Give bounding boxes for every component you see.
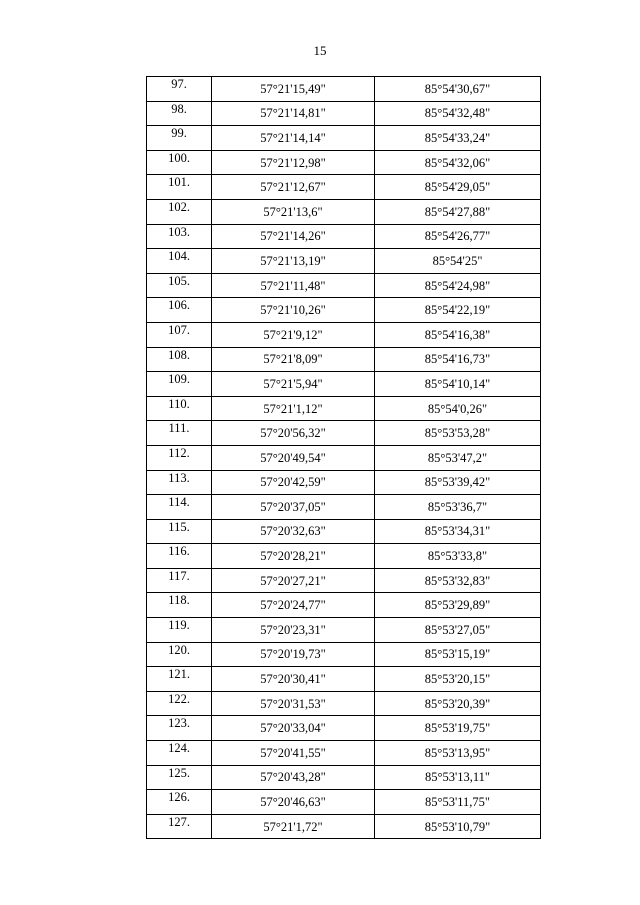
point-number-cell: 102.	[147, 199, 212, 224]
longitude-cell: 85°54'16,38"	[375, 322, 541, 347]
table-row	[147, 790, 541, 815]
longitude-cell: 85°53'13,95"	[375, 741, 541, 766]
point-number-cell: 99.	[147, 126, 212, 151]
point-number-cell: 108.	[147, 347, 212, 372]
point-number-cell: 101.	[147, 175, 212, 200]
latitude-cell: 57°21'14,26"	[212, 224, 375, 249]
longitude-cell: 85°53'27,05"	[375, 618, 541, 643]
longitude-cell: 85°54'22,19"	[375, 298, 541, 323]
latitude-cell: 57°21'14,14"	[212, 126, 375, 151]
latitude-cell: 57°20'24,77"	[212, 593, 375, 618]
latitude-cell: 57°20'27,21"	[212, 568, 375, 593]
point-number-cell: 104.	[147, 249, 212, 274]
longitude-cell: 85°53'20,39"	[375, 691, 541, 716]
latitude-cell: 57°20'30,41"	[212, 667, 375, 692]
point-number-cell: 125.	[147, 765, 212, 790]
table-row	[147, 249, 541, 274]
longitude-cell: 85°53'36,7"	[375, 495, 541, 520]
table-row	[147, 199, 541, 224]
point-number-cell: 115.	[147, 519, 212, 544]
longitude-cell: 85°54'32,06"	[375, 150, 541, 175]
point-number-cell: 113.	[147, 470, 212, 495]
point-number-cell: 110.	[147, 396, 212, 421]
table-row	[147, 618, 541, 643]
longitude-cell: 85°53'20,15"	[375, 667, 541, 692]
latitude-cell: 57°21'13,19"	[212, 249, 375, 274]
latitude-cell: 57°20'49,54"	[212, 445, 375, 470]
point-number-cell: 105.	[147, 273, 212, 298]
latitude-cell: 57°21'10,26"	[212, 298, 375, 323]
latitude-cell: 57°20'43,28"	[212, 765, 375, 790]
longitude-cell: 85°53'32,83"	[375, 568, 541, 593]
longitude-cell: 85°53'15,19"	[375, 642, 541, 667]
point-number-cell: 112.	[147, 445, 212, 470]
longitude-cell: 85°54'10,14"	[375, 372, 541, 397]
latitude-cell: 57°20'33,04"	[212, 716, 375, 741]
point-number-cell: 121.	[147, 667, 212, 692]
table-row	[147, 224, 541, 249]
table-row	[147, 322, 541, 347]
latitude-cell: 57°20'56,32"	[212, 421, 375, 446]
point-number-cell: 109.	[147, 372, 212, 397]
point-number-cell: 126.	[147, 790, 212, 815]
point-number-cell: 97.	[147, 77, 212, 102]
table-row	[147, 372, 541, 397]
table-row	[147, 814, 541, 839]
longitude-cell: 85°54'25"	[375, 249, 541, 274]
latitude-cell: 57°21'12,98"	[212, 150, 375, 175]
point-number-cell: 100.	[147, 150, 212, 175]
table-row	[147, 298, 541, 323]
table-row	[147, 691, 541, 716]
table-row	[147, 470, 541, 495]
longitude-cell: 85°53'53,28"	[375, 421, 541, 446]
table-row	[147, 347, 541, 372]
point-number-cell: 122.	[147, 691, 212, 716]
longitude-cell: 85°54'29,05"	[375, 175, 541, 200]
table-row	[147, 396, 541, 421]
latitude-cell: 57°20'31,53"	[212, 691, 375, 716]
longitude-cell: 85°53'34,31"	[375, 519, 541, 544]
point-number-cell: 107.	[147, 322, 212, 347]
table-row	[147, 273, 541, 298]
table-row	[147, 77, 541, 102]
longitude-cell: 85°54'16,73"	[375, 347, 541, 372]
longitude-cell: 85°54'27,88"	[375, 199, 541, 224]
latitude-cell: 57°20'32,63"	[212, 519, 375, 544]
table-row	[147, 495, 541, 520]
table-row	[147, 519, 541, 544]
longitude-cell: 85°53'11,75"	[375, 790, 541, 815]
point-number-cell: 120.	[147, 642, 212, 667]
point-number-cell: 127.	[147, 814, 212, 839]
table-row	[147, 150, 541, 175]
latitude-cell: 57°21'11,48"	[212, 273, 375, 298]
table-row	[147, 642, 541, 667]
latitude-cell: 57°21'14,81"	[212, 101, 375, 126]
latitude-cell: 57°21'13,6"	[212, 199, 375, 224]
latitude-cell: 57°20'42,59"	[212, 470, 375, 495]
longitude-cell: 85°53'29,89"	[375, 593, 541, 618]
table-row	[147, 593, 541, 618]
longitude-cell: 85°53'33,8"	[375, 544, 541, 569]
table-row	[147, 568, 541, 593]
latitude-cell: 57°20'23,31"	[212, 618, 375, 643]
point-number-cell: 98.	[147, 101, 212, 126]
point-number-cell: 116.	[147, 544, 212, 569]
latitude-cell: 57°21'15,49"	[212, 77, 375, 102]
latitude-cell: 57°21'1,12"	[212, 396, 375, 421]
longitude-cell: 85°54'24,98"	[375, 273, 541, 298]
longitude-cell: 85°53'10,79"	[375, 814, 541, 839]
table-row	[147, 765, 541, 790]
longitude-cell: 85°53'39,42"	[375, 470, 541, 495]
table-row	[147, 421, 541, 446]
longitude-cell: 85°54'30,67"	[375, 77, 541, 102]
longitude-cell: 85°54'0,26"	[375, 396, 541, 421]
latitude-cell: 57°21'9,12"	[212, 322, 375, 347]
table-row	[147, 126, 541, 151]
longitude-cell: 85°53'13,11"	[375, 765, 541, 790]
coordinates-table	[146, 76, 541, 839]
table-row	[147, 175, 541, 200]
latitude-cell: 57°20'28,21"	[212, 544, 375, 569]
latitude-cell: 57°20'41,55"	[212, 741, 375, 766]
point-number-cell: 124.	[147, 741, 212, 766]
point-number-cell: 117.	[147, 568, 212, 593]
table-row	[147, 667, 541, 692]
latitude-cell: 57°20'46,63"	[212, 790, 375, 815]
point-number-cell: 118.	[147, 593, 212, 618]
longitude-cell: 85°53'19,75"	[375, 716, 541, 741]
longitude-cell: 85°53'47,2"	[375, 445, 541, 470]
point-number-cell: 119.	[147, 618, 212, 643]
latitude-cell: 57°20'37,05"	[212, 495, 375, 520]
table-row	[147, 716, 541, 741]
coordinates-table-body	[147, 77, 541, 839]
page-number: 15	[313, 43, 327, 58]
latitude-cell: 57°21'8,09"	[212, 347, 375, 372]
latitude-cell: 57°21'5,94"	[212, 372, 375, 397]
point-number-cell: 106.	[147, 298, 212, 323]
point-number-cell: 111.	[147, 421, 212, 446]
table-row	[147, 101, 541, 126]
point-number-cell: 123.	[147, 716, 212, 741]
table-row	[147, 445, 541, 470]
longitude-cell: 85°54'33,24"	[375, 126, 541, 151]
longitude-cell: 85°54'32,48"	[375, 101, 541, 126]
longitude-cell: 85°54'26,77"	[375, 224, 541, 249]
latitude-cell: 57°21'1,72"	[212, 814, 375, 839]
table-row	[147, 741, 541, 766]
point-number-cell: 103.	[147, 224, 212, 249]
latitude-cell: 57°21'12,67"	[212, 175, 375, 200]
table-row	[147, 544, 541, 569]
latitude-cell: 57°20'19,73"	[212, 642, 375, 667]
point-number-cell: 114.	[147, 495, 212, 520]
